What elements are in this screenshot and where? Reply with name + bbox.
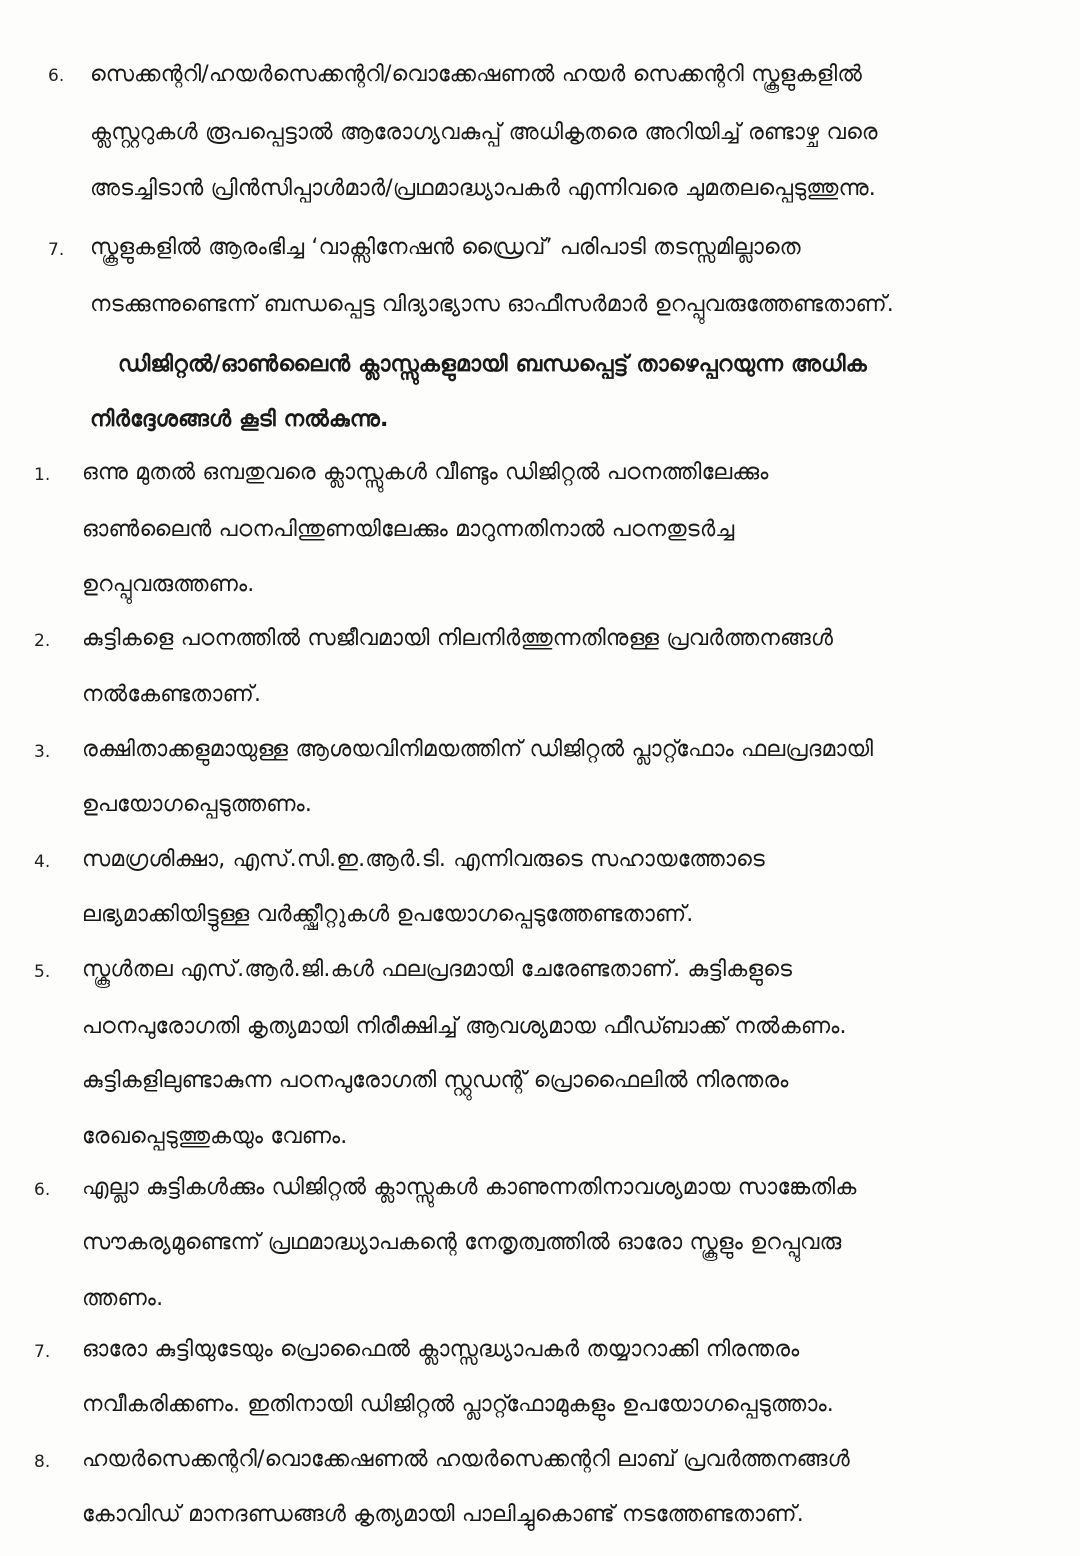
item-number: 7. xyxy=(48,240,65,260)
item-line: ഓരോ കുട്ടിയുടേയും പ്രൊഫൈൽ ക്ലാസ്സദ്ധ്യാപകർ തയ്യാറാക്കി നിരന്തരം xyxy=(82,1337,800,1362)
item-line: കുട്ടികളിലുണ്ടാകുന്ന പഠനപുരോഗതി സ്റ്റുഡന്റ് പ്രൊഫൈലിൽ നിരന്തരം xyxy=(82,1068,789,1093)
item-line: എല്ലാ കുട്ടികൾക്കും ഡിജിറ്റൽ ക്ലാസ്സുകൾ കാണുന്നതിനാവശ്യമായ സാങ്കേതിക xyxy=(82,1175,857,1200)
item-number: 7. xyxy=(34,1342,51,1362)
item-line: നൽകേണ്ടതാണ്. xyxy=(82,682,262,707)
item-line: ഓൺലൈൻ പഠനപിന്തുണയിലേക്കും മാറുന്നതിനാൽ പഠനതുടർച്ച xyxy=(82,517,735,542)
item-line: ഉറപ്പുവരുത്തണം. xyxy=(82,572,255,597)
item-line: അടച്ചിടാൻ പ്രിൻസിപ്പാൾമാർ/പ്രഥമാദ്ധ്യാപകർ എന്നിവരെ ചുമതലപ്പെടുത്തുന്നു. xyxy=(90,176,876,201)
item-line: ഉപയോഗപ്പെടുത്തണം. xyxy=(82,792,313,817)
item-number: 5. xyxy=(34,962,51,982)
item-line: സ്കൂൾതല എസ്.ആർ.ജി.കൾ ഫലപ്രദമായി ചേരേണ്ടതാണ്. കുട്ടികളുടെ xyxy=(82,957,793,982)
item-line: ലഭ്യമാക്കിയിട്ടുള്ള വർക്ക്ഷീറ്റുകൾ ഉപയോഗപ്പെടുത്തേണ്ടതാണ്. xyxy=(82,902,694,927)
item-number: 8. xyxy=(34,1452,51,1472)
item-line: രക്ഷിതാക്കളുമായുള്ള ആശയവിനിമയത്തിന് ഡിജിറ്റൽ പ്ലാറ്റ്ഫോം ഫലപ്രദമായി xyxy=(82,737,874,762)
item-line: കുട്ടികളെ പഠനത്തിൽ സജീവമായി നിലനിർത്തുന്നതിനുള്ള പ്രവർത്തനങ്ങൾ xyxy=(82,626,834,651)
item-line: സ്കൂളുകളിൽ ആരംഭിച്ച ‘വാക്സിനേഷൻ ഡ്രൈവ്’ പരിപാടി തടസ്സമില്ലാതെ xyxy=(90,235,801,260)
item-number: 4. xyxy=(34,852,51,872)
item-line: ഒന്നു മുതൽ ഒമ്പതുവരെ ക്ലാസ്സുകൾ വീണ്ടും ഡിജിറ്റൽ പഠനത്തിലേക്കും xyxy=(82,460,769,485)
item-line: കോവിഡ് മാനദണ്ഡങ്ങൾ കൃത്യമായി പാലിച്ചുകൊണ്ട് നടത്തേണ്ടതാണ്. xyxy=(82,1502,804,1527)
item-number: 6. xyxy=(34,1180,51,1200)
item-line: നവീകരിക്കണം. ഇതിനായി ഡിജിറ്റൽ പ്ലാറ്റ്ഫോമുകളും ഉപയോഗപ്പെടുത്താം. xyxy=(82,1392,834,1417)
item-line: പഠനപുരോഗതി കൃത്യമായി നിരീക്ഷിച്ച് ആവശ്യമായ ഫീഡ്ബാക്ക് നൽകണം. xyxy=(82,1014,847,1039)
item-line: ഹയർസെക്കന്ററി/വൊക്കേഷണൽ ഹയർസെക്കന്ററി ലാബ് പ്രവർത്തനങ്ങൾ xyxy=(82,1447,850,1472)
item-line: രേഖപ്പെടുത്തുകയും വേണം. xyxy=(82,1124,348,1149)
heading-line: നിർദ്ദേശങ്ങൾ കൂടി നൽകുന്നു. xyxy=(90,407,389,432)
item-line: ക്ലസ്റ്ററുകൾ രൂപപ്പെട്ടാൽ ആരോഗ്യവകുപ്പ് അധികൃതരെ അറിയിച്ച് രണ്ടാഴ്ച വരെ xyxy=(90,120,878,145)
item-number: 6. xyxy=(48,66,65,86)
item-line: സെക്കന്ററി/ഹയർസെക്കന്ററി/വൊക്കേഷണൽ ഹയർ സെക്കന്ററി സ്കൂളുകളിൽ xyxy=(90,62,863,87)
item-line: ത്തണം. xyxy=(82,1286,164,1311)
item-number: 1. xyxy=(34,465,51,485)
item-number: 3. xyxy=(34,742,51,762)
item-number: 2. xyxy=(34,631,51,651)
heading-line: ഡിജിറ്റൽ/ഓൺലൈൻ ക്ലാസ്സുകളുമായി ബന്ധപ്പെട്ട് താഴെപ്പറയുന്ന അധിക xyxy=(118,352,867,377)
item-line: സൗകര്യമുണ്ടെന്ന് പ്രഥമാദ്ധ്യാപകന്റെ നേതൃത്വത്തിൽ ഓരോ സ്കൂളും ഉറപ്പുവരു xyxy=(82,1230,842,1255)
item-line: സമഗ്രശിക്ഷാ, എസ്.സി.ഇ.ആർ.ടി. എന്നിവരുടെ സഹായത്തോടെ xyxy=(82,847,765,872)
item-line: നടക്കുന്നുണ്ടെന്ന് ബന്ധപ്പെട്ട വിദ്യാഭ്യാസ ഓഫീസർമാർ ഉറപ്പുവരുത്തേണ്ടതാണ്. xyxy=(90,292,895,317)
